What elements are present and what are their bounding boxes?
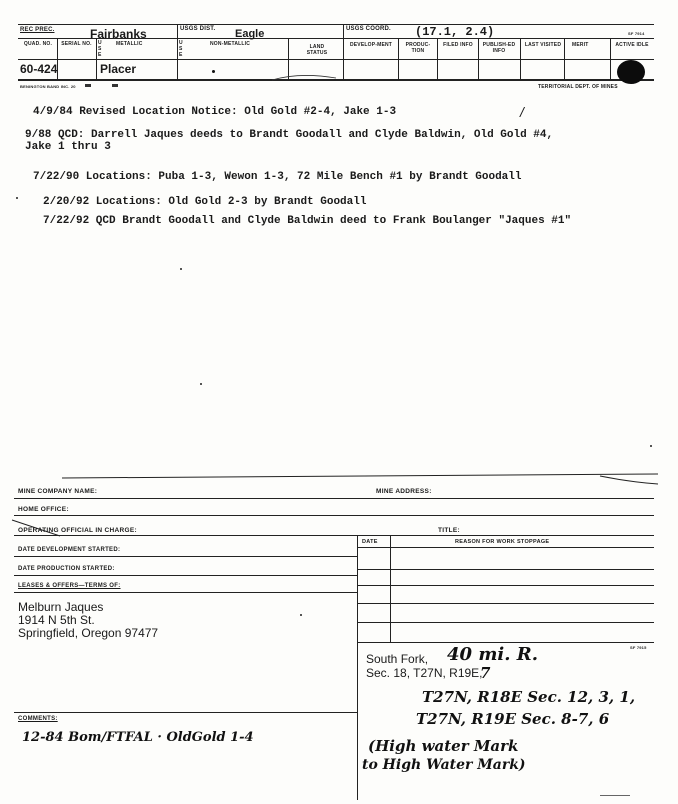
location-line-1: South Fork, xyxy=(366,652,429,666)
reason-work-stoppage-label: REASON FOR WORK STOPPAGE xyxy=(455,539,550,545)
entry-1992-qcd: 7/22/92 QCD Brandt Goodall and Clyde Baldwin deed to Frank Boulanger "Jaques #1" xyxy=(43,215,572,227)
home-office-label: HOME OFFICE: xyxy=(18,506,69,513)
printer-line: BENINGTON BAND INC. 20 xyxy=(20,84,76,89)
location-line-2: Sec. 18, T27N, R19E, xyxy=(366,666,483,680)
handwritten-line-5: (High water Mark xyxy=(368,737,519,755)
handwritten-line-6: to High Water Mark) xyxy=(362,757,526,773)
operating-official-label: OPERATING OFFICIAL IN CHARGE: xyxy=(18,527,137,534)
last-visited-label: LAST VISITED xyxy=(524,42,562,48)
use-letters-2: U S E xyxy=(179,40,183,58)
comments-label: COMMENTS: xyxy=(18,716,58,722)
active-idle-label: ACTIVE IDLE xyxy=(615,42,649,48)
metallic-label: METALLIC xyxy=(116,41,143,47)
entry-1984: 4/9/84 Revised Location Notice: Old Gold #2-4, Jake 1-3 xyxy=(33,106,397,118)
lessee-street: 1914 N 5th St. xyxy=(18,613,95,627)
punch-hole xyxy=(617,60,645,84)
entry-1990: 7/22/90 Locations: Puba 1-3, Wewon 1-3, 72 Mile Bench #1 by Brandt Goodall xyxy=(33,171,522,183)
published-info-label: PUBLISH-ED INFO xyxy=(482,42,516,54)
form-code-2: SF 7915 xyxy=(630,645,647,650)
quad-number-value: 60-424 xyxy=(20,62,58,76)
location-handwriting-1: 40 mi. R. xyxy=(447,644,538,665)
usgs-dist-label: USGS DIST. xyxy=(180,26,216,32)
lower-form-top-border xyxy=(60,468,660,488)
mine-company-name-label: MINE COMPANY NAME: xyxy=(18,488,98,495)
date-column-label: DATE xyxy=(362,539,378,545)
date-production-started-label: DATE PRODUCTION STARTED: xyxy=(18,566,115,572)
land-status-label: LAND STATUS xyxy=(306,44,328,56)
pencil-stroke-mark xyxy=(270,70,340,82)
lessee-name: Melburn Jaques xyxy=(18,600,104,614)
location-handwriting-2: 7 xyxy=(480,664,491,682)
filed-info-label: FILED INFO xyxy=(443,42,473,48)
use-letters: U S E xyxy=(98,40,102,58)
territorial-dept-label: TERRITORIAL DEPT. OF MINES xyxy=(538,84,618,90)
rec-prec-value: Fairbanks xyxy=(90,27,147,41)
production-label: PRODUC-TION xyxy=(405,42,431,54)
metallic-value: Placer xyxy=(100,62,137,76)
nonmetallic-label: NON-METALLIC xyxy=(210,41,251,47)
merit-label: MERIT xyxy=(572,42,589,48)
usgs-dist-value: Eagle xyxy=(235,28,265,40)
usgs-coord-label: USGS COORD. xyxy=(346,26,391,32)
lessee-city: Springfield, Oregon 97477 xyxy=(18,626,159,640)
leases-offers-label: LEASES & OFFERS—TERMS OF: xyxy=(18,583,121,589)
form-code: SF 7914 xyxy=(628,31,645,36)
handwritten-line-4: T27N, R19E Sec. 8-7, 6 xyxy=(416,710,610,728)
comments-value: 12-84 Bom/FTFAL · OldGold 1-4 xyxy=(22,730,254,745)
usgs-coord-value: (17.1, 2.4) xyxy=(415,25,495,39)
rec-prec-label: REC PREC. xyxy=(20,27,55,33)
quad-no-label: QUAD. NO. xyxy=(23,41,53,47)
handwritten-line-3: T27N, R18E Sec. 12, 3, 1, xyxy=(422,688,636,706)
entry-1988: 9/88 QCD: Darrell Jaques deeds to Brandt Goodall and Clyde Baldwin, Old Gold #4, Jake 1 thru 3 xyxy=(25,129,554,153)
date-development-started-label: DATE DEVELOPMENT STARTED: xyxy=(18,547,121,553)
entry-1992-locations: 2/20/92 Locations: Old Gold 2-3 by Brandt Goodall xyxy=(43,196,367,208)
development-label: DEVELOP-MENT xyxy=(349,42,393,48)
mine-address-label: MINE ADDRESS: xyxy=(376,488,432,495)
title-label: TITLE: xyxy=(438,527,461,534)
serial-no-label: SERIAL NO. xyxy=(61,41,92,47)
